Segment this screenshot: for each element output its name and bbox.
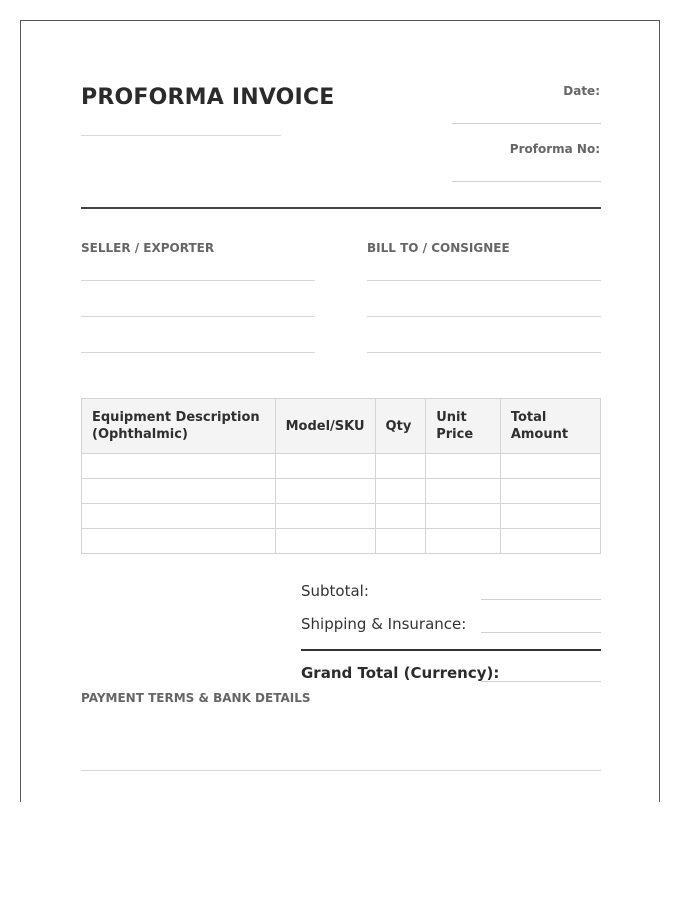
table-cell[interactable] — [500, 529, 600, 554]
proforma-no-label: Proforma No: — [509, 142, 600, 156]
payment-terms-label: PAYMENT TERMS & BANK DETAILS — [81, 691, 311, 705]
date-label: Date: — [563, 84, 600, 98]
bill-to-field-line-1[interactable] — [367, 280, 601, 281]
subtotal-field[interactable] — [481, 599, 601, 600]
table-cell[interactable] — [375, 504, 426, 529]
column-header-description: Equipment Description (Ophthalmic) — [82, 399, 276, 454]
invoice-sheet — [20, 20, 660, 802]
equipment-table — [81, 398, 601, 554]
seller-field-line-2[interactable] — [81, 316, 315, 317]
table-header-row — [82, 399, 601, 454]
table-row — [82, 454, 601, 479]
column-header-unit-price: Unit Price — [426, 399, 501, 454]
table-cell[interactable] — [82, 529, 276, 554]
table-cell[interactable] — [500, 504, 600, 529]
grand-total-field[interactable] — [481, 681, 601, 682]
table-cell[interactable] — [375, 529, 426, 554]
header-divider — [81, 207, 601, 209]
table-cell[interactable] — [82, 454, 276, 479]
title-underline — [81, 135, 281, 136]
table-row — [82, 504, 601, 529]
column-header-qty: Qty — [375, 399, 426, 454]
shipping-field[interactable] — [481, 632, 601, 633]
table-cell[interactable] — [375, 479, 426, 504]
grand-total-label: Grand Total (Currency): — [301, 664, 500, 682]
table-cell[interactable] — [275, 454, 375, 479]
seller-label: SELLER / EXPORTER — [81, 241, 215, 255]
seller-field-line-1[interactable] — [81, 280, 315, 281]
proforma-no-field[interactable] — [452, 181, 601, 182]
column-header-total-amount: Total Amount — [500, 399, 600, 454]
bill-to-field-line-2[interactable] — [367, 316, 601, 317]
invoice-title: PROFORMA INVOICE — [81, 85, 335, 110]
table-cell[interactable] — [426, 529, 501, 554]
grand-total-divider — [301, 649, 601, 651]
table-cell[interactable] — [82, 479, 276, 504]
date-field[interactable] — [452, 123, 601, 124]
payment-terms-field[interactable] — [81, 770, 601, 771]
table-cell[interactable] — [375, 454, 426, 479]
shipping-label: Shipping & Insurance: — [301, 615, 467, 633]
table-cell[interactable] — [426, 504, 501, 529]
table-cell[interactable] — [275, 529, 375, 554]
table-cell[interactable] — [275, 479, 375, 504]
column-header-model-sku: Model/SKU — [275, 399, 375, 454]
table-cell[interactable] — [426, 479, 501, 504]
table-cell[interactable] — [500, 479, 600, 504]
table-cell[interactable] — [426, 454, 501, 479]
table-row — [82, 479, 601, 504]
bill-to-label: BILL TO / CONSIGNEE — [367, 241, 510, 255]
table-cell[interactable] — [82, 504, 276, 529]
table-cell[interactable] — [500, 454, 600, 479]
table-row — [82, 529, 601, 554]
bill-to-field-line-3[interactable] — [367, 352, 601, 353]
subtotal-label: Subtotal: — [301, 582, 369, 600]
table-cell[interactable] — [275, 504, 375, 529]
seller-field-line-3[interactable] — [81, 352, 315, 353]
